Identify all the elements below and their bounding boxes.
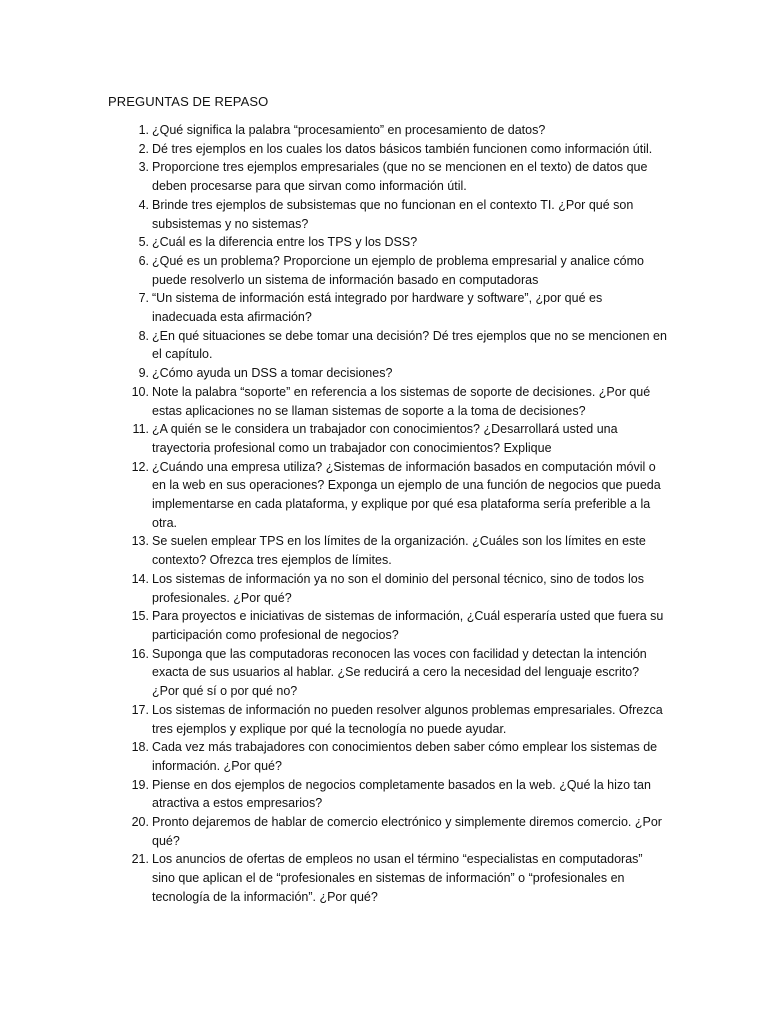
question-item	[108, 776, 668, 813]
question-number: 17.	[131, 702, 149, 717]
question-number: 19.	[131, 777, 149, 792]
question-item	[108, 140, 668, 159]
question-number: 7.	[138, 291, 149, 306]
question-item	[108, 532, 668, 569]
question-text: Brinde tres ejemplos de subsistemas que no funcionan en el contexto TI. ¿Por qué son subsistemas y no sistemas?	[152, 197, 634, 231]
question-text: ¿A quién se le considera un trabajador con conocimientos? ¿Desarrollará usted una trayectoria profesional como un trabajador con conocimientos? Explique	[152, 422, 618, 455]
question-number: 2.	[138, 141, 149, 156]
question-number: 15.	[131, 609, 149, 624]
question-item	[108, 645, 668, 701]
question-number: 12.	[131, 459, 149, 474]
question-text: Los anuncios de ofertas de empleos no usan el término “especialistas en computadoras” sino que aplican el de “profesionales en sistemas de información” o “profesionales en tecnología de la información”. ¿Por qué?	[152, 852, 643, 904]
question-number: 16.	[131, 646, 149, 661]
question-item	[108, 121, 668, 140]
question-item	[108, 813, 668, 850]
question-item	[108, 607, 668, 644]
question-item	[108, 327, 668, 364]
question-item	[108, 850, 668, 906]
question-item	[108, 196, 668, 233]
question-text: ¿Cuál es la diferencia entre los TPS y los DSS?	[152, 235, 418, 250]
question-text: ¿Cómo ayuda un DSS a tomar decisiones?	[152, 366, 393, 381]
question-text: ¿En qué situaciones se debe tomar una decisión? Dé tres ejemplos que no se mencionen en el capítulo.	[152, 328, 667, 362]
question-number: 9.	[138, 366, 149, 381]
question-text: Para proyectos e iniciativas de sistemas de información, ¿Cuál esperaría usted que fuera su participación como profesional de negocios?	[152, 609, 664, 642]
question-text: Se suelen emplear TPS en los límites de la organización. ¿Cuáles son los límites en este contexto? Ofrezca tres ejemplos de límites.	[152, 534, 646, 568]
question-number: 4.	[138, 197, 149, 212]
question-item	[108, 364, 668, 383]
question-number: 1.	[138, 123, 149, 137]
question-item	[108, 158, 668, 195]
question-item	[108, 233, 668, 252]
question-text: Pronto dejaremos de hablar de comercio electrónico y simplemente diremos comercio. ¿Por qué?	[152, 815, 662, 848]
question-item	[108, 420, 668, 457]
question-number: 5.	[138, 235, 149, 250]
question-item	[108, 701, 668, 738]
question-text: Los sistemas de información no pueden resolver algunos problemas empresariales. Ofrezca tres ejemplos y explique por qué la tecnología no puede ayudar.	[152, 702, 663, 736]
question-text: Piense en dos ejemplos de negocios completamente basados en la web. ¿Qué la hizo tan atractiva a estos empresarios?	[152, 777, 651, 811]
question-number: 3.	[138, 160, 149, 175]
question-number: 11.	[132, 422, 149, 437]
question-text: ¿Qué es un problema? Proporcione un ejemplo de problema empresarial y analice cómo puede resolverlo un sistema de información basado en computadoras	[152, 253, 644, 287]
question-text: Los sistemas de información ya no son el dominio del personal técnico, sino de todos los profesionales. ¿Por qué?	[152, 571, 644, 605]
question-item	[108, 383, 668, 420]
question-item	[108, 570, 668, 607]
question-list	[108, 121, 668, 907]
question-text: Cada vez más trabajadores con conocimientos deben saber cómo emplear los sistemas de información. ¿Por qué?	[152, 740, 658, 773]
question-number: 13.	[131, 534, 149, 549]
question-item	[108, 252, 668, 289]
question-text: Proporcione tres ejemplos empresariales (que no se mencionen en el texto) de datos que deben procesarse para que sirvan como información útil.	[152, 160, 648, 194]
question-number: 21.	[131, 852, 149, 867]
page-title: PREGUNTAS DE REPASO	[108, 94, 269, 109]
question-number: 10.	[131, 384, 149, 399]
question-number: 20.	[131, 815, 149, 830]
question-text: ¿Qué significa la palabra “procesamiento” en procesamiento de datos?	[152, 123, 546, 137]
question-number: 18.	[131, 740, 149, 755]
question-text: Note la palabra “soporte” en referencia a los sistemas de soporte de decisiones. ¿Por qué estas aplicaciones no se llaman sistemas de soporte a la toma de decisiones?	[152, 384, 651, 418]
question-number: 14.	[131, 571, 149, 586]
question-item	[108, 289, 668, 326]
question-item	[108, 458, 668, 533]
question-text: “Un sistema de información está integrado por hardware y software”, ¿por qué es inadecuada esta afirmación?	[152, 291, 603, 325]
question-item	[108, 738, 668, 775]
question-text: Suponga que las computadoras reconocen las voces con facilidad y detectan la intención exacta de sus usuarios al hablar. ¿Se reducirá a cero la necesidad del lenguaje escrito? ¿Por qué sí o por qué no?	[152, 646, 647, 699]
question-text: ¿Cuándo una empresa utiliza? ¿Sistemas de información basados en computación móvil o en la web en sus operaciones? Exponga un ejemplo de una función de negocios que pueda implementarse en cada plataforma, y explique por qué esa plataforma sería preferible a la otra.	[152, 459, 661, 530]
question-number: 8.	[138, 328, 149, 343]
question-text: Dé tres ejemplos en los cuales los datos básicos también funcionen como información útil.	[152, 141, 653, 156]
question-number: 6.	[138, 253, 149, 268]
